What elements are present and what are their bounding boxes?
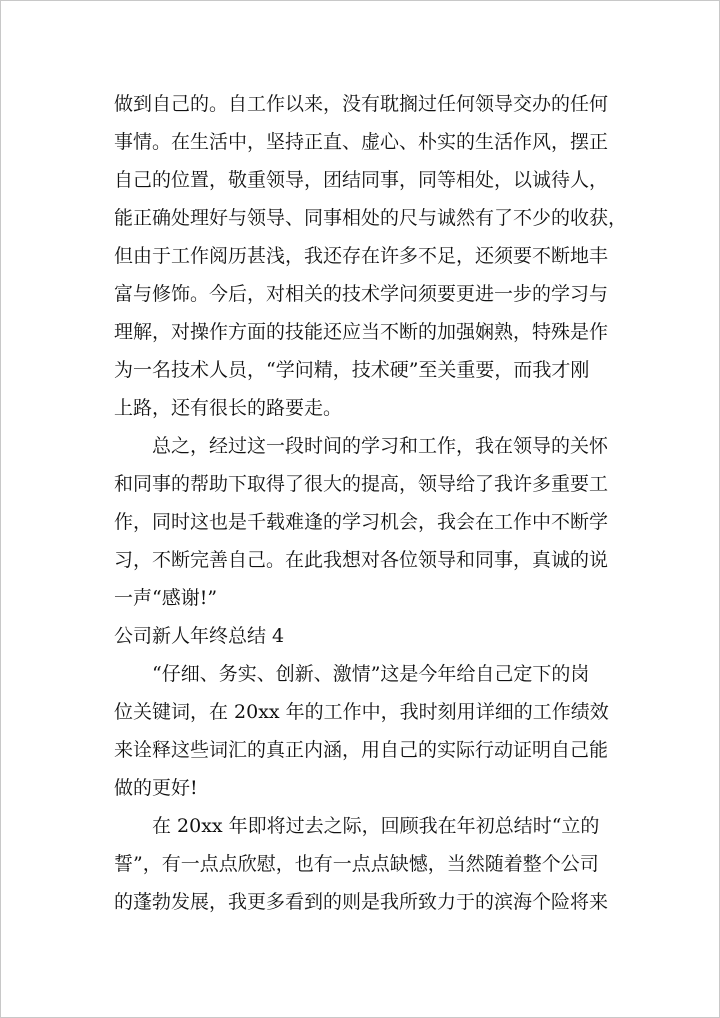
text-line: 为一名技术人员，“学问精，技术硬”至关重要，而我才刚	[114, 359, 590, 381]
text-line: 做的更好!	[114, 777, 198, 799]
text-line: “仔细、务实、创新、激情”这是今年给自己定下的岗	[114, 663, 590, 685]
paragraph-4	[114, 807, 614, 921]
text-line: 作，同时这也是千载难逢的学习机会，我会在工作中不断学	[114, 511, 609, 533]
text-line: 誓”，有一点点欣慰，也有一点点缺憾，当然随着整个公司	[114, 853, 599, 875]
paragraph-3	[114, 655, 614, 807]
text-line: 总之，经过这一段时间的学习和工作，我在领导的关怀	[114, 435, 609, 457]
text-line: 理解，对操作方面的技能还应当不断的加强娴熟，特殊是作	[114, 321, 609, 343]
text-line: 一声“感谢!”	[114, 587, 218, 609]
text-line: 事情。在生活中，坚持正直、虚心、朴实的生活作风，摆正	[114, 131, 609, 153]
paragraph-2	[114, 427, 614, 617]
text-line: 和同事的帮助下取得了很大的提高，领导给了我许多重要工	[114, 473, 609, 495]
section-heading: 公司新人年终总结 4	[114, 625, 285, 647]
text-line: 能正确处理好与领导、同事相处的尺与诚然有了不少的收获，	[114, 207, 628, 229]
text-line: 富与修饰。今后，对相关的技术学问须要更进一步的学习与	[114, 283, 609, 305]
document-body	[114, 85, 628, 921]
text-line: 位关键词，在 20xx 年的工作中，我时刻用详细的工作绩效	[114, 701, 609, 723]
text-line: 来诠释这些词汇的真正内涵，用自己的实际行动证明自己能	[114, 739, 609, 761]
text-line: 做到自己的。自工作以来，没有耽搁过任何领导交办的任何	[114, 93, 609, 115]
text-line: 自己的位置，敬重领导，团结同事，同等相处，以诚待人，	[114, 169, 609, 191]
text-line: 上路，还有很长的路要走。	[114, 397, 343, 419]
text-line: 但由于工作阅历甚浅，我还存在许多不足，还须要不断地丰	[114, 245, 609, 267]
text-line: 的蓬勃发展，我更多看到的则是我所致力于的滨海个险将来	[114, 891, 609, 913]
paragraph-1	[114, 85, 628, 427]
text-line: 习，不断完善自己。在此我想对各位领导和同事，真诚的说	[114, 549, 609, 571]
text-line: 在 20xx 年即将过去之际，回顾我在年初总结时“立的	[114, 815, 600, 837]
